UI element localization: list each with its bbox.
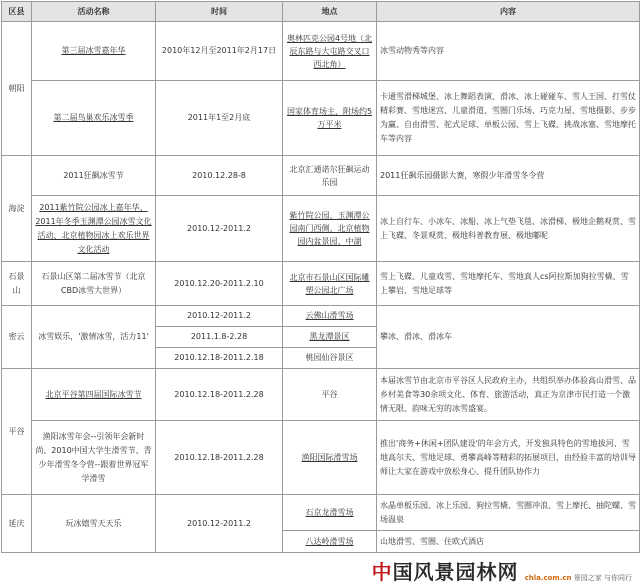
table-row — [2, 81, 640, 156]
time-cell: 2010.12.18-2011.2.28 — [156, 369, 283, 421]
venue-link[interactable]: 紫竹院公园、玉渊潭公园南门西侧、北京植物园内盆景园、中湖 — [283, 196, 377, 262]
venue-link[interactable]: 八达岭滑雪场 — [283, 531, 377, 553]
venue-cell: 桃园仙谷景区 — [283, 348, 377, 369]
activity-link[interactable]: 第三届冰雪嘉年华 — [32, 22, 156, 81]
venue-cell: 北京汇通诺尔狂飙运动乐园 — [283, 156, 377, 196]
time-cell: 2010.12-2011.2 — [156, 495, 283, 553]
events-table — [1, 1, 640, 553]
table-row — [2, 421, 640, 495]
table-row — [2, 495, 640, 531]
table-row — [2, 262, 640, 306]
watermark-zhong: 中 — [371, 560, 393, 584]
time-cell: 2011.1.8-2.28 — [156, 327, 283, 348]
district-cell: 密云 — [2, 306, 32, 369]
time-cell: 2010.12.20-2011.2.10 — [156, 262, 283, 306]
time-cell: 2010年12月至2011年2月17日 — [156, 22, 283, 81]
district-cell: 朝阳 — [2, 22, 32, 156]
activity-link[interactable]: 第二届鸟巢欢乐冰雪季 — [32, 81, 156, 156]
content-cell: 冰雪动物秀等内容 — [377, 22, 640, 81]
header-activity: 活动名称 — [32, 2, 156, 22]
table-row — [2, 306, 640, 327]
venue-link[interactable]: 石京龙滑雪场 — [283, 495, 377, 531]
venue-link[interactable]: 北京市石景山区国际雕塑公园北广场 — [283, 262, 377, 306]
site-watermark — [372, 553, 632, 583]
header-time: 时间 — [156, 2, 283, 22]
time-cell: 2010.12.18-2011.2.28 — [156, 421, 283, 495]
time-cell: 2010.12-2011.2 — [156, 306, 283, 327]
table-row — [2, 369, 640, 421]
district-cell: 延庆 — [2, 495, 32, 553]
content-cell: 水晶单板乐园、冰上乐园、狗拉雪橇、雪圈冲浪、雪上摩托、抽陀螺、雪场温泉 — [377, 495, 640, 531]
content-cell: 雪上飞碟、儿童戏雪、雪地摩托车、雪地真人cs阿拉斯加狗拉雪橇、雪上攀岩、雪地足球等 — [377, 262, 640, 306]
content-cell: 卡通雪滑梯城堡、冰上舞蹈表演、滑冰、冰上碰碰车、雪人王国、打雪仗精彩赛、雪地迷宫、儿童滑道、雪圈门乐场、巧克力屋、雪地摄影、步步为赢、自由滑雪、驼式足球、单板公园、雪上飞碟、挑战冰塞、雪地摩托车等内容 — [377, 81, 640, 156]
watermark-sub — [525, 573, 632, 583]
watermark-site: chla.com.cn — [524, 574, 572, 582]
header-content: 内容 — [377, 2, 640, 22]
table-row — [2, 156, 640, 196]
activity-cell: 渔阳冰雪年会--引领年会新时尚、2010中国大学生滑雪节、青少年滑雪冬令营--跟着世界冠军学滑雪 — [32, 421, 156, 495]
venue-link[interactable]: 云佛山滑雪场 — [283, 306, 377, 327]
header-venue: 地点 — [283, 2, 377, 22]
table-row — [2, 196, 640, 262]
time-cell: 2010.12-2011.2 — [156, 196, 283, 262]
district-cell: 平谷 — [2, 369, 32, 495]
content-cell: 攀冰、滑冰、滑冰车 — [377, 306, 640, 369]
watermark-slogan: 景园之家 与你同行 — [573, 574, 632, 582]
time-cell: 2010.12.18-2011.2.18 — [156, 348, 283, 369]
content-cell: 本届冰雪节由北京市平谷区人民政府主办，共组织举办体验高山滑雪、品乡村美食等30余项文化、体育、旅游活动，真正为京津市民打造一个激情无限、韵味无穷的冰雪盛宴。 — [377, 369, 640, 421]
venue-link[interactable]: 国家体育场主、附场约5万平米 — [283, 81, 377, 156]
activity-cell: 2011狂飙冰雪节 — [32, 156, 156, 196]
time-cell: 2011年1至2月底 — [156, 81, 283, 156]
district-cell: 石景山 — [2, 262, 32, 306]
venue-link[interactable]: 奥林匹克公园4号地（北辰东路与大屯路交叉口西北角） — [283, 22, 377, 81]
activity-cell: 玩冰嬉雪天天乐 — [32, 495, 156, 553]
header-row — [2, 2, 640, 22]
activity-cell: 石景山区第二届冰雪节（北京CBD冰雪大世界） — [32, 262, 156, 306]
content-cell: 冰上自行车、小冰车、冰船、冰上气垫飞毯、冰滑梯、极地企鹅观赏、雪上飞碟、冬景观赏、极地科普教育展、极地嘟呢 — [377, 196, 640, 262]
activity-link[interactable]: 2011紫竹院公园冰上嘉年华、2011年冬季玉渊潭公园冰雪文化活动、北京植物园冰上欢乐世界文化活动 — [32, 196, 156, 262]
content-cell: 山地滑雪、雪圈、住欧式酒店 — [377, 531, 640, 553]
watermark-logo — [372, 561, 519, 583]
content-cell: 2011狂飙乐园摄影大赛，寒假少年滑雪冬令营 — [377, 156, 640, 196]
content-cell: 推出'商务+休闲+团队建设'的年会方式，开发独具特色的雪地拔河、雪地高尔夫、雪地足球、勇攀高峰等精彩的拓展项目，由经验丰富的培训导师让大家在游戏中放松身心、提升团队协作力 — [377, 421, 640, 495]
table-row — [2, 22, 640, 81]
venue-link[interactable]: 渔阳国际滑雪场 — [283, 421, 377, 495]
time-cell: 2010.12.28-8 — [156, 156, 283, 196]
activity-link[interactable]: 北京平谷第四届国际冰雪节 — [32, 369, 156, 421]
activity-cell: 冰雪娱乐，'激情冰雪，活力11' — [32, 306, 156, 369]
watermark-title: 国风景园林网 — [392, 560, 519, 584]
district-cell: 海淀 — [2, 156, 32, 262]
venue-link[interactable]: 黑龙潭景区 — [283, 327, 377, 348]
venue-cell: 平谷 — [283, 369, 377, 421]
header-district: 区县 — [2, 2, 32, 22]
